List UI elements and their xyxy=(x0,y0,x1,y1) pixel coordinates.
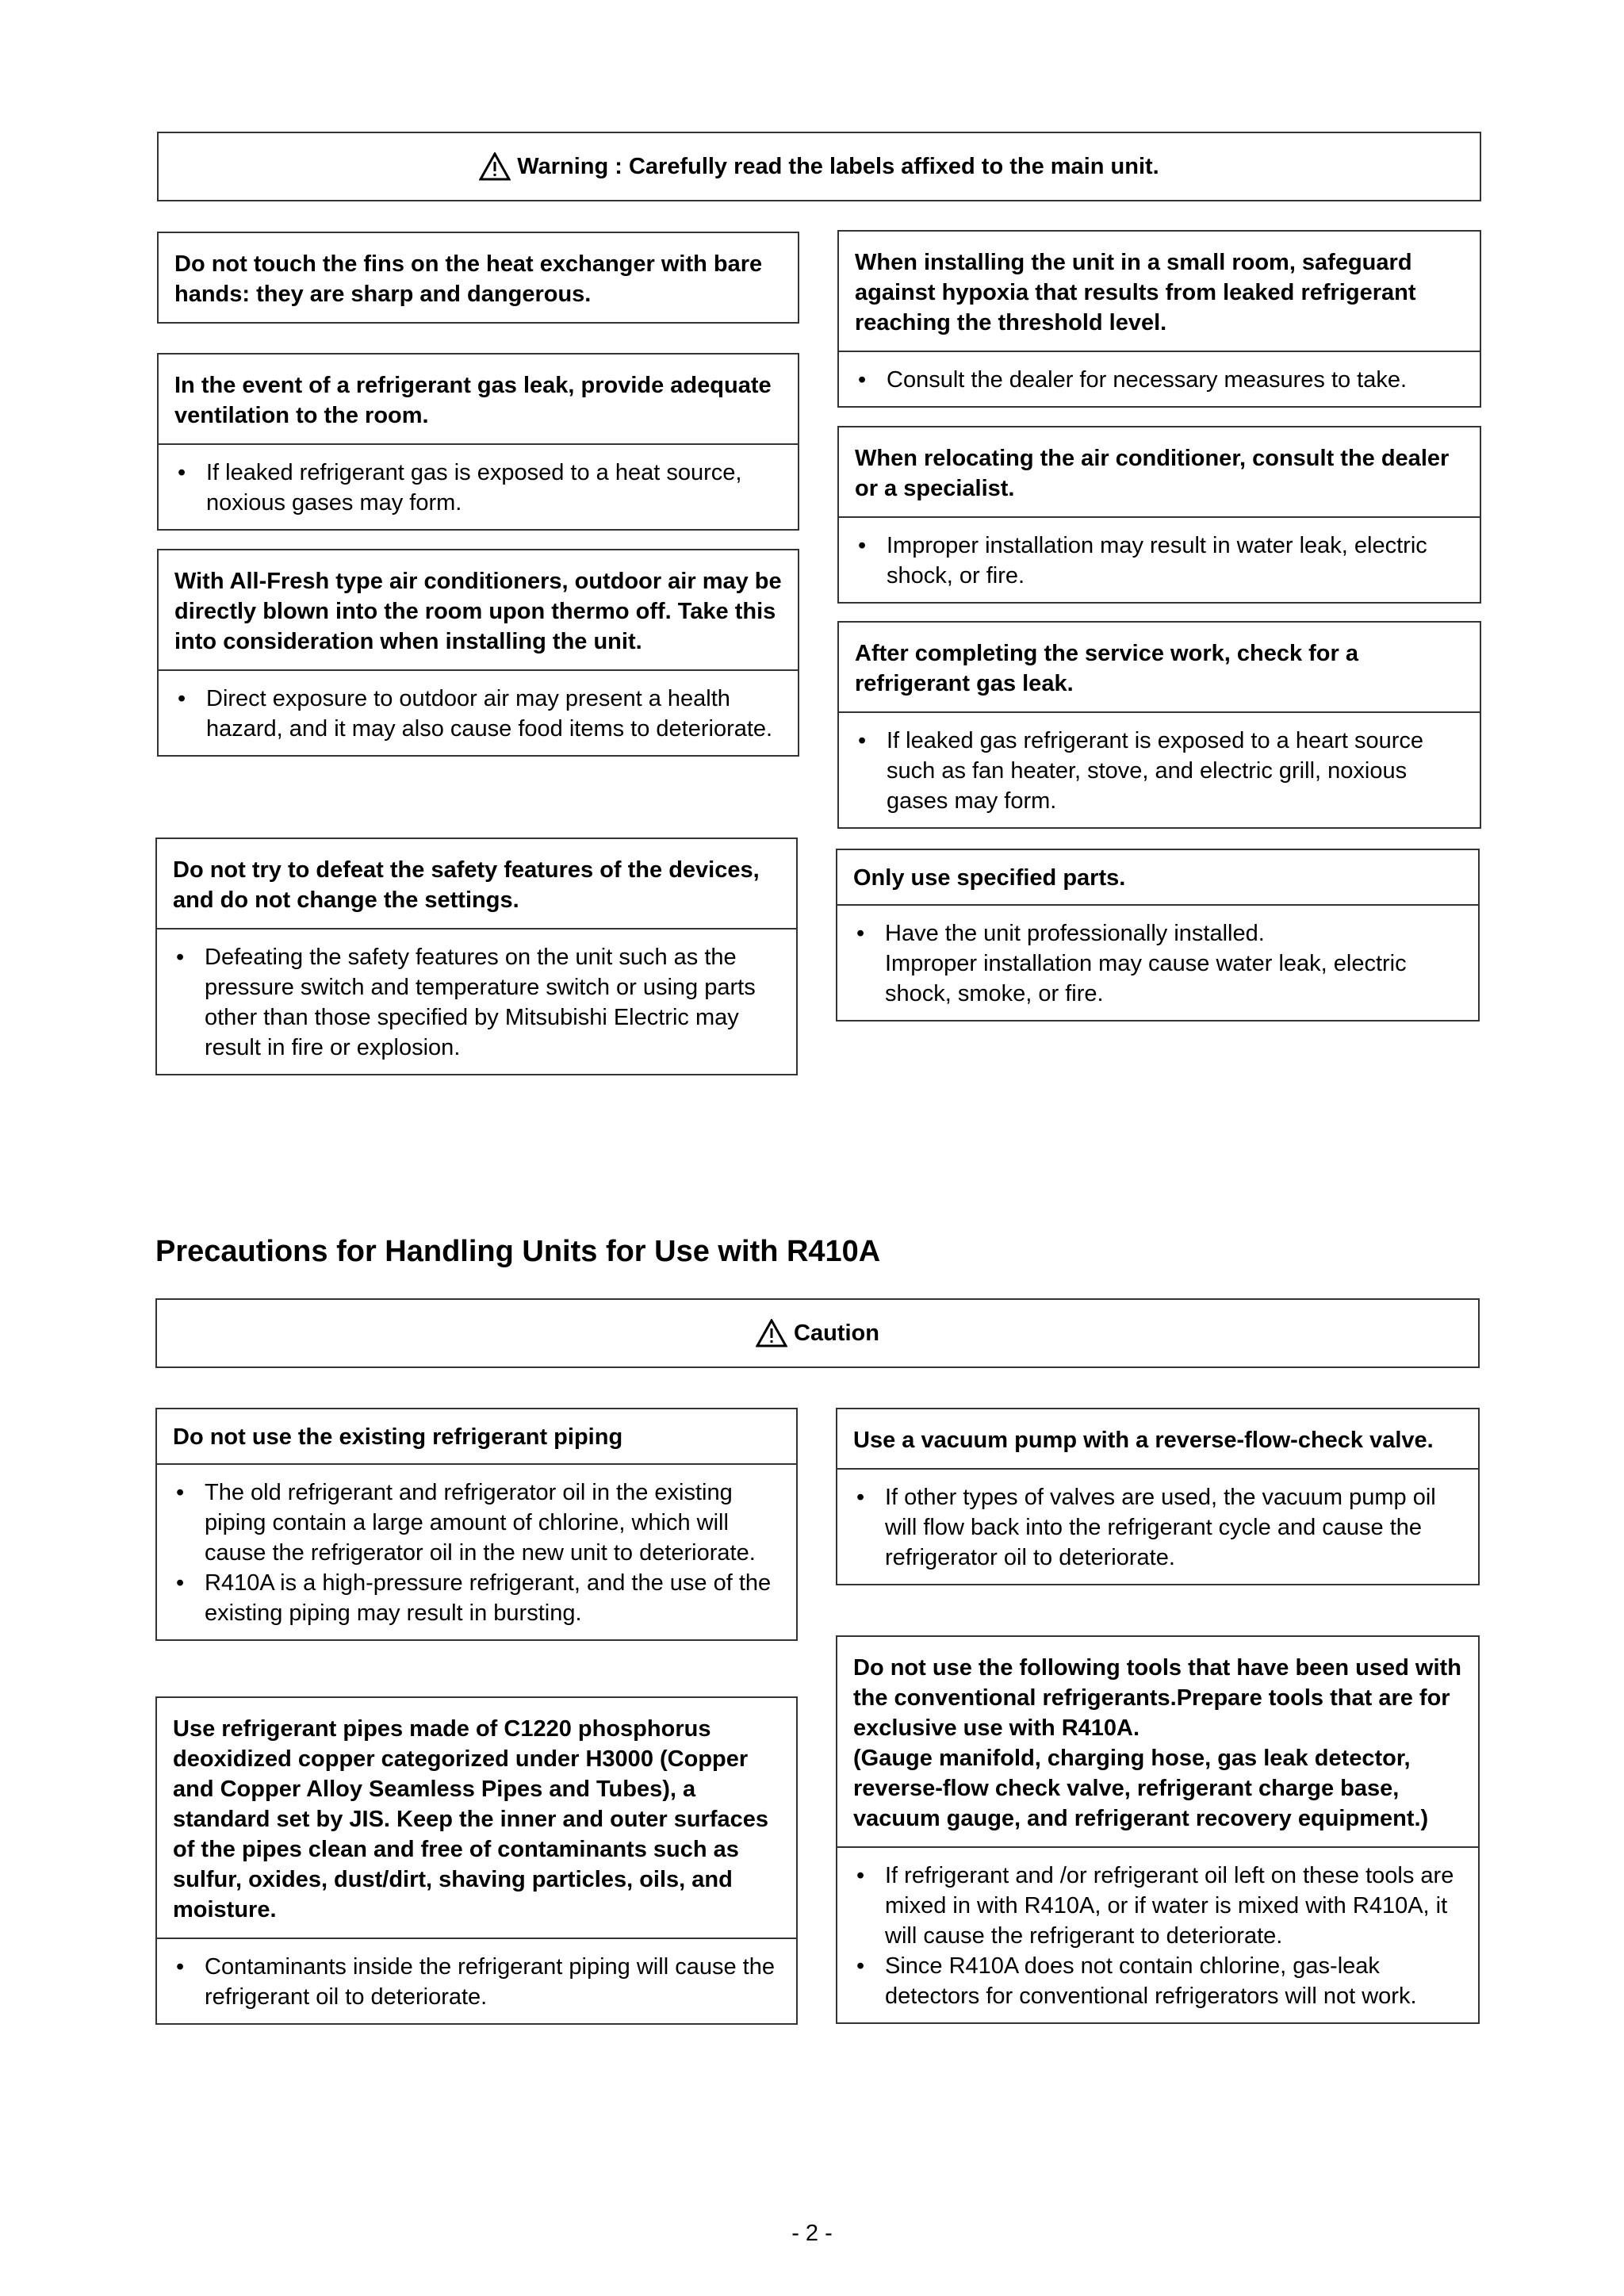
box-heading: With All-Fresh type air conditioners, outdoor air may be directly blown into the room upon thermo off. Take this into consideration when installing the unit. xyxy=(174,569,782,654)
caution-box-existing-piping xyxy=(155,1408,798,1641)
box-body xyxy=(159,669,798,755)
box-body xyxy=(837,1846,1478,2022)
bullet-item: • Contaminants inside the refrigerant piping will cause the refrigerant oil to deteriorate. xyxy=(173,1952,780,2012)
warning-box-specified-parts xyxy=(836,849,1480,1022)
warning-box-safety-features xyxy=(155,838,798,1075)
box-heading: Do not try to defeat the safety features of the devices, and do not change the settings. xyxy=(173,857,760,913)
box-heading: When relocating the air conditioner, consult the dealer or a specialist. xyxy=(855,446,1450,501)
box-body xyxy=(839,351,1480,406)
box-body xyxy=(157,928,796,1074)
bullet-item: • Direct exposure to outdoor air may present a health hazard, and it may also cause food items to deteriorate. xyxy=(174,684,782,744)
bullet-line: • Have the unit professionally installed. xyxy=(885,921,1265,946)
caution-banner xyxy=(155,1298,1480,1368)
box-heading: Do not touch the fins on the heat exchanger with bare hands: they are sharp and dangerous. xyxy=(174,251,763,307)
warning-box-all-fresh xyxy=(157,549,799,757)
box-body xyxy=(159,443,798,529)
bullet-item: • Since R410A does not contain chlorine, gas-leak detectors for conventional refrigerators will not work. xyxy=(853,1951,1462,2011)
caution-box-vacuum-pump xyxy=(836,1408,1480,1585)
box-body xyxy=(839,711,1480,827)
box-heading: Do not use the existing refrigerant piping xyxy=(173,1424,623,1450)
bullet-item: • Defeating the safety features on the unit such as the pressure switch and temperature switch or using parts other than those specified by Mitsubishi Electric may result in fire or explosion. xyxy=(173,942,780,1063)
box-heading: Use refrigerant pipes made of C1220 phosphorus deoxidized copper categorized under H3000 (Copper and Copper Alloy Seamless Pipes and Tubes), a standard set by JIS. Keep the inner and outer surfaces of the pipes clean and free of contaminants such as sulfur, oxides, dust/dirt, shaving particles, oils, and moisture. xyxy=(173,1716,768,1922)
caution-box-copper-pipes xyxy=(155,1696,798,2025)
box-body xyxy=(837,904,1478,1020)
box-heading xyxy=(837,1637,1478,1846)
caution-banner-text: Caution xyxy=(794,1320,879,1346)
caution-box-tools xyxy=(836,1635,1480,2024)
box-heading: In the event of a refrigerant gas leak, provide adequate ventilation to the room. xyxy=(174,373,772,428)
box-body xyxy=(839,516,1480,602)
box-heading: Use a vacuum pump with a reverse-flow-check valve. xyxy=(853,1428,1434,1453)
warning-box-relocating xyxy=(837,426,1481,604)
box-heading-line: Do not use the following tools that have been used with the conventional refrigerants.Prepare tools that are for exclusive use with R410A. xyxy=(853,1655,1461,1741)
box-heading-line: (Gauge manifold, charging hose, gas leak detector, reverse-flow check valve, refrigerant charge base, vacuum gauge, and refrigerant recovery equipment.) xyxy=(853,1746,1429,1831)
box-body xyxy=(837,1468,1478,1584)
bullet-item: • R410A is a high-pressure refrigerant, and the use of the existing piping may result in bursting. xyxy=(173,1568,780,1628)
warning-banner xyxy=(157,132,1481,201)
box-body xyxy=(157,1938,796,2023)
bullet-item: • If leaked refrigerant gas is exposed to a heat source, noxious gases may form. xyxy=(174,458,782,518)
bullet-item: • Consult the dealer for necessary measures to take. xyxy=(855,365,1464,395)
box-heading: Only use specified parts. xyxy=(853,865,1126,891)
box-body xyxy=(157,1463,796,1639)
bullet-item: • If other types of valves are used, the vacuum pump oil will flow back into the refrigerant cycle and cause the refrigerator oil to deteriorate. xyxy=(853,1482,1462,1573)
warning-box-fins xyxy=(157,232,799,324)
warning-banner-text: Warning : Carefully read the labels affixed to the main unit. xyxy=(517,153,1159,179)
bullet-item: • Improper installation may result in water leak, electric shock, or fire. xyxy=(855,531,1464,591)
warning-triangle-icon xyxy=(756,1319,787,1347)
bullet-item xyxy=(853,918,1462,1009)
box-heading: When installing the unit in a small room, safeguard against hypoxia that results from leaked refrigerant reaching the threshold level. xyxy=(855,250,1416,335)
bullet-item: • If refrigerant and /or refrigerant oil left on these tools are mixed in with R410A, or if water is mixed with R410A, it will cause the refrigerant to deteriorate. xyxy=(853,1861,1462,1951)
bullet-item: • If leaked gas refrigerant is exposed to a heart source such as fan heater, stove, and electric grill, noxious gases may form. xyxy=(855,726,1464,816)
section-title: Precautions for Handling Units for Use with R410A xyxy=(155,1235,881,1268)
warning-box-service-work xyxy=(837,621,1481,829)
warning-triangle-icon xyxy=(479,152,511,181)
bullet-line: Improper installation may cause water leak, electric shock, smoke, or fire. xyxy=(885,951,1407,1006)
page-number: - 2 - xyxy=(791,2221,833,2246)
bullet-item: • The old refrigerant and refrigerator oil in the existing piping contain a large amount of chlorine, which will cause the refrigerator oil in the new unit to deteriorate. xyxy=(173,1478,780,1568)
box-heading: After completing the service work, check for a refrigerant gas leak. xyxy=(855,641,1358,696)
warning-box-small-room xyxy=(837,230,1481,408)
warning-box-gas-leak xyxy=(157,353,799,531)
